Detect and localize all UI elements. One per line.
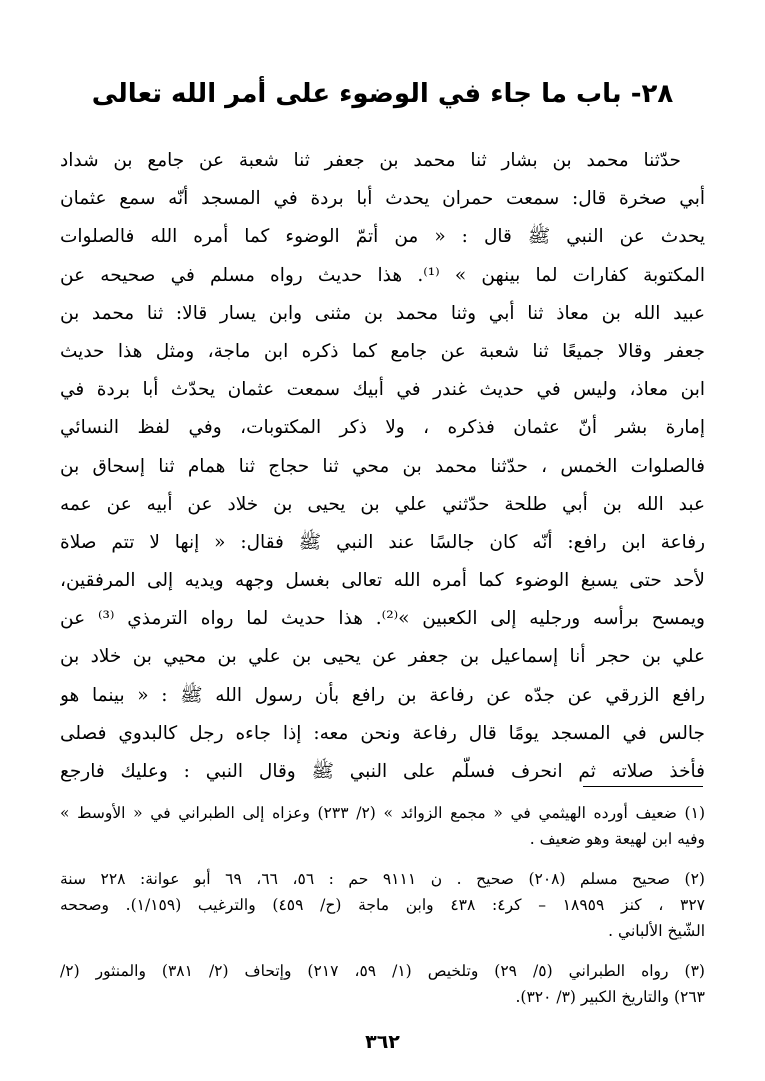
page-number: ٣٦٢ <box>365 1031 400 1053</box>
body-line: فأخذ صلاته ثم انحرف فسلّم على النبي ﷺ وقال النبي : وعليك فارجع <box>60 761 705 782</box>
footnote-2 <box>60 866 705 944</box>
body-line: يحدث عن النبي ﷺ قال : « من أتمّ الوضوء كما أمره الله فالصلوات <box>60 226 705 248</box>
body-line: رافع الزرقي عن جدّه عن رفاعة بن رافع بأن رسول الله ﷺ : « بينما هو <box>60 684 705 706</box>
body-line: إمارة بشر أنّ عثمان فذكره ، ولا ذكر المكتوبات، وفي لفظ النسائي <box>60 417 705 439</box>
footnote-line: ٣٢٧ ، كنز ١٨٩٥٩ – كر٤: ٤٣٨ وابن ماجة (ح/ ٤٥٩) والترغيب (١/١٥٩). وصححه <box>60 896 705 914</box>
footnote-line: (٢) صحيح مسلم (٢٠٨) صحيح . ن ٩١١١ حم : ٥٦، ٦٦، ٦٩ أبو عوانة: ٢٢٨ سنة <box>60 870 705 888</box>
body-line: جعفر وقالا جميعًا ثنا شعبة عن جامع كما ذكره ابن ماجة، ومثل هذا حديث <box>60 340 705 362</box>
body-line: عبيد الله بن معاذ ثنا أبي وثنا محمد بن مثنى وابن يسار قالا: ثنا محمد بن <box>60 302 705 324</box>
body-line: فالصلوات الخمس ، حدّثنا محمد بن محي ثنا حجاج ثنا همام ثنا إسحاق بن <box>60 455 705 477</box>
footnote-1 <box>60 800 705 852</box>
body-line: علي بن حجر أنا إسماعيل بن جعفر عن يحيى بن علي بن محيي بن خلاد بن <box>60 646 705 668</box>
body-line: رفاعة ابن رافع: أنّه كان جالسًا عند النبي ﷺ فقال: « إنها لا تتم صلاة <box>60 531 705 553</box>
body-line: ويمسح برأسه ورجليه إلى الكعبين »⁽²⁾. هذا حديث لما رواه الترمذي ⁽³⁾ عن <box>60 608 705 630</box>
footnote-line: (٣) رواه الطبراني (٥/ ٢٩) وتلخيص (١/ ٥٩، ٢١٧) وإتحاف (٢/ ٣٨١) والمنثور (٢/ <box>60 962 705 980</box>
footnote-line: (١) ضعيف أورده الهيثمي في « مجمع الزوائد » (٢/ ٢٣٣) وعزاه إلى الطبراني في « الأوسط » <box>60 804 705 822</box>
footnotes <box>60 800 705 1010</box>
footnote-line: وفيه ابن لهيعة وهو ضعيف . <box>529 830 705 848</box>
body-line: المكتوبة كفارات لما بينهن » ⁽¹⁾. هذا حديث رواه مسلم في صحيحه عن <box>60 264 705 286</box>
body-line: عبد الله بن أبي طلحة حدّثني علي بن يحيى بن خلاد عن أبيه عن عمه <box>60 493 705 515</box>
body-line: لأحد حتى يسبغ الوضوء كما أمره الله تعالى بغسل وجهه ويديه إلى المرفقين، <box>60 570 705 592</box>
chapter-title: ٢٨- باب ما جاء في الوضوء على أمر الله تعالى <box>91 79 674 109</box>
footnote-line: ٢٦٣) والتاريخ الكبير (٣/ ٣٢٠). <box>515 988 705 1006</box>
footnote-line: الشّيخ الألباني . <box>608 922 705 940</box>
body-line: أبي صخرة قال: سمعت حمران يحدث أبا بردة في المسجد أنّه سمع عثمان <box>60 188 705 210</box>
footnote-separator <box>583 786 703 787</box>
body-line: حدّثنا محمد بن بشار ثنا محمد بن جعفر ثنا شعبة عن جامع بن شداد <box>60 150 681 171</box>
body-line: ابن معاذ، وليس في حديث غندر في أبيك سمعت عثمان يحدّث أبا بردة في <box>60 379 705 401</box>
body-line: جالس في المسجد يومًا قال رفاعة ونحن معه: إذا جاءه رجل كالبدوي فصلى <box>60 722 705 744</box>
footnote-3 <box>60 958 705 1010</box>
body-text <box>60 142 705 791</box>
